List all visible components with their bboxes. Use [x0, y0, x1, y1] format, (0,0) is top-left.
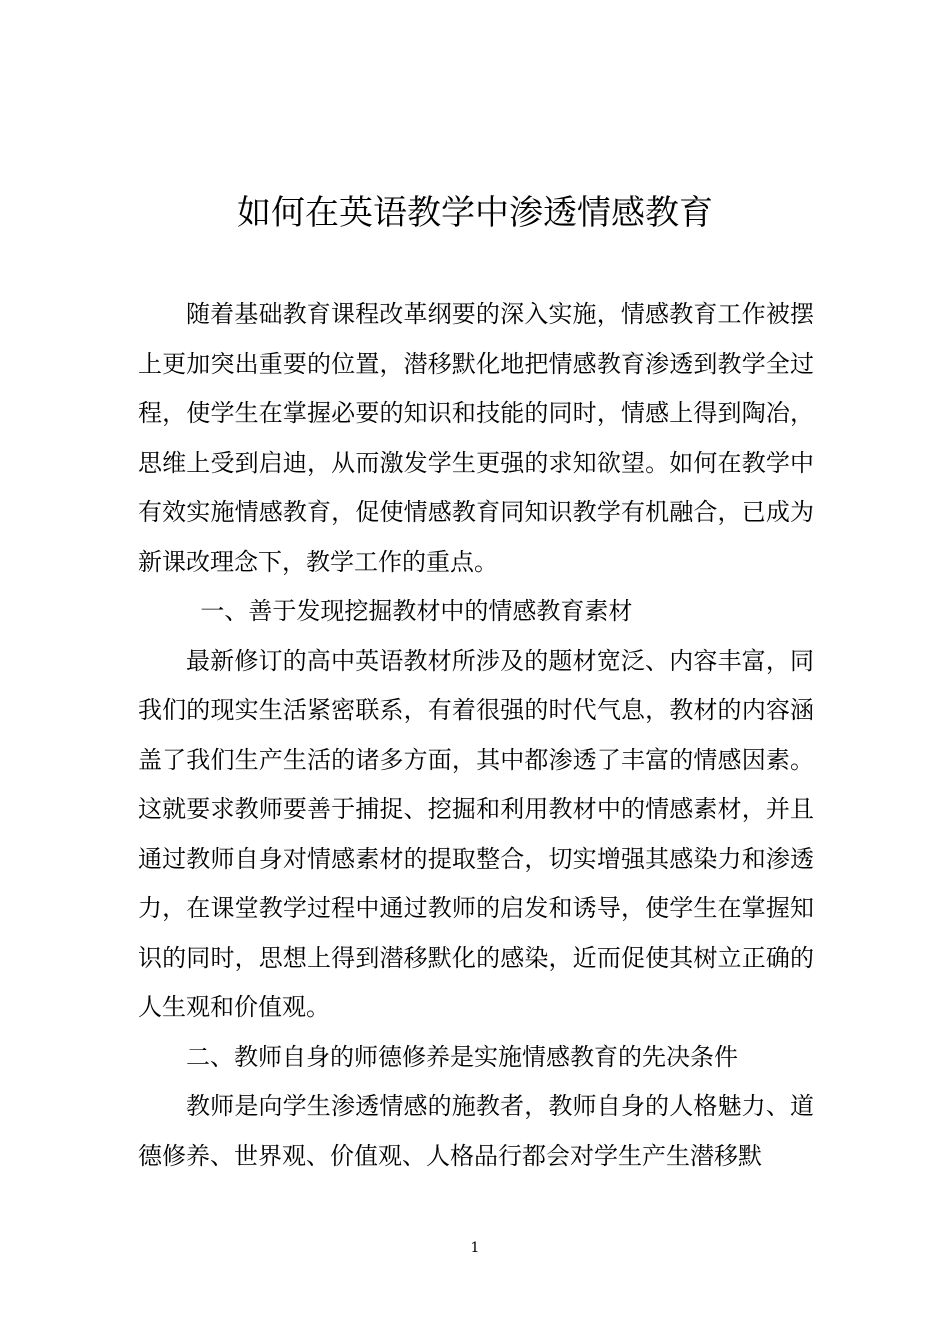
paragraph-section-2: 教师是向学生渗透情感的施教者，教师自身的人格魅力、道德修养、世界观、价值观、人格品行都会对学生产生潜移默	[138, 1092, 814, 1170]
document-title: 如何在英语教学中渗透情感教育	[237, 193, 713, 233]
document-body	[138, 290, 814, 1181]
paragraph-intro: 随着基础教育课程改革纲要的深入实施，情感教育工作被摆上更加突出重要的位置，潜移默化地把情感教育渗透到教学全过程，使学生在掌握必要的知识和技能的同时，情感上得到陶冶，思维上受到启迪，从而激发学生更强的求知欲望。如何在教学中有效实施情感教育，促使情感教育同知识教学有机融合，已成为新课改理念下，教学工作的重点。	[138, 300, 814, 576]
page-number: 1	[470, 1240, 480, 1256]
section-heading-1: 一、善于发现挖掘教材中的情感教育素材	[200, 597, 633, 625]
section-heading-2: 二、教师自身的师德修养是实施情感教育的先决条件	[186, 1042, 738, 1071]
paragraph-section-1: 最新修订的高中英语教材所涉及的题材宽泛、内容丰富，同我们的现实生活紧密联系，有着很强的时代气息，教材的内容涵盖了我们生产生活的诸多方面，其中都渗透了丰富的情感因素。这就要求教师要善于捕捉、挖掘和利用教材中的情感素材，并且通过教师自身对情感素材的提取整合，切实增强其感染力和渗透力，在课堂教学过程中通过教师的启发和诱导，使学生在掌握知识的同时，思想上得到潜移默化的感染，近而促使其树立正确的人生观和价值观。	[138, 646, 814, 1021]
